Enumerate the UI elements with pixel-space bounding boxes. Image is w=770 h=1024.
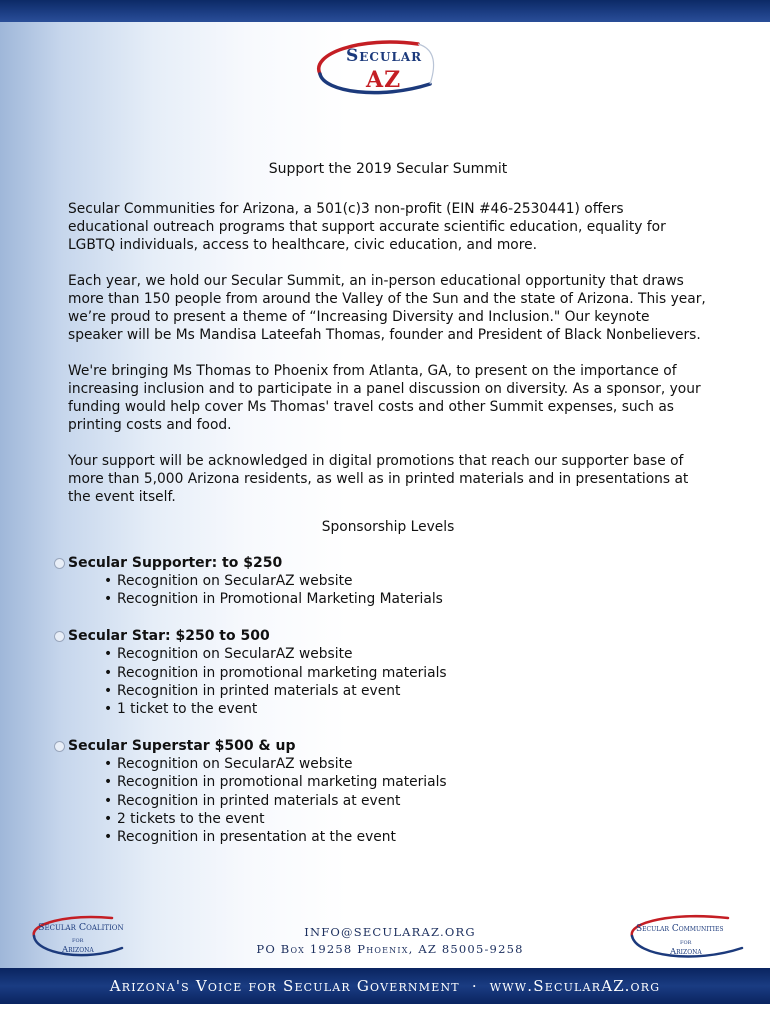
level-name: Secular Supporter: to $250	[68, 555, 283, 571]
benefit-item: • Recognition on SecularAZ website	[104, 755, 708, 773]
contact-address: PO Box 19258 Phoenix, AZ 85005-9258	[256, 942, 524, 956]
level-title	[54, 737, 694, 755]
coalition-logo-line2: for	[72, 935, 84, 944]
level-bullet-icon	[54, 631, 65, 642]
paragraph-keynote: We're bringing Ms Thomas to Phoenix from Atlanta, GA, to present on the importance of increasing inclusion and to participate in a panel discussion on diversity. As a sponsor, your funding would help cover Ms Thomas' travel costs and other Summit expenses, such as printing costs and food.	[68, 363, 701, 433]
footer-tagline	[110, 977, 661, 995]
logo-text-secular: Secular	[346, 46, 423, 66]
communities-logo-line2: for	[680, 937, 692, 946]
contact-block	[220, 924, 560, 958]
coalition-logo-line1: Secular Coalition	[38, 922, 124, 933]
paragraph-acknowledgement: Your support will be acknowledged in digital promotions that reach our supporter base of more than 5,000 Arizona residents, as well as in printed materials and in presentations at the event itself.	[68, 453, 689, 505]
level-title	[54, 627, 694, 645]
coalition-logo-line3: Arizona	[62, 945, 94, 955]
logo-text-az: AZ	[366, 67, 402, 93]
benefit-item: • Recognition on SecularAZ website	[104, 572, 708, 590]
sponsorship-heading: Sponsorship Levels	[321, 519, 455, 535]
top-banner-bar	[0, 0, 770, 22]
contact-email[interactable]: INFO@SECULARAZ.ORG	[304, 925, 476, 939]
secular-communities-logo	[624, 910, 754, 966]
communities-logo-line3: Arizona	[670, 947, 702, 957]
website-link[interactable]: www.SecularAZ.org	[489, 977, 661, 995]
level-bullet-icon	[54, 558, 65, 569]
secular-az-logo	[300, 34, 450, 104]
bottom-banner-bar	[0, 968, 770, 1004]
benefit-item: • Recognition on SecularAZ website	[104, 645, 708, 663]
secular-coalition-logo	[26, 912, 136, 964]
sponsorship-level	[68, 554, 708, 608]
benefit-list	[68, 755, 708, 846]
level-bullet-icon	[54, 741, 65, 752]
benefit-list	[68, 572, 708, 608]
tagline-separator: ·	[471, 977, 478, 995]
benefit-item: • Recognition in printed materials at event	[104, 682, 708, 700]
benefit-item: • Recognition in printed materials at event	[104, 792, 708, 810]
level-name: Secular Superstar $500 & up	[68, 738, 296, 755]
sponsorship-level	[68, 627, 708, 718]
benefit-item: • Recognition in promotional marketing materials	[104, 773, 708, 791]
benefit-item: • Recognition in Promotional Marketing Materials	[104, 590, 708, 608]
sponsorship-level	[68, 737, 708, 846]
benefit-item: • Recognition in promotional marketing materials	[104, 664, 708, 682]
letter-body	[68, 160, 708, 865]
benefit-list	[68, 645, 708, 718]
benefit-item: • 1 ticket to the event	[104, 700, 708, 718]
page-title: Support the 2019 Secular Summit	[268, 161, 508, 177]
level-name: Secular Star: $250 to 500	[68, 628, 270, 645]
paragraph-intro: Secular Communities for Arizona, a 501(c)3 non-profit (EIN #46-2530441) offers educational outreach programs that support accurate scientific education, equality for LGBTQ individuals, access to healthcare, civic education, and more.	[68, 201, 666, 253]
benefit-item: • Recognition in presentation at the event	[104, 828, 708, 846]
level-title	[54, 554, 694, 572]
bottom-margin	[0, 1004, 770, 1024]
benefit-item: • 2 tickets to the event	[104, 810, 708, 828]
tagline-text: Arizona's Voice for Secular Government	[109, 977, 460, 995]
communities-logo-line1: Secular Communities	[636, 924, 724, 934]
paragraph-summit: Each year, we hold our Secular Summit, an in-person educational opportunity that draws more than 150 people from around the Valley of the Sun and the state of Arizona. This year, we’re proud to present a theme of “Increasing Diversity and Inclusion." Our keynote speaker will be Ms Mandisa Lateefah Thomas, founder and President of Black Nonbelievers.	[68, 273, 706, 343]
